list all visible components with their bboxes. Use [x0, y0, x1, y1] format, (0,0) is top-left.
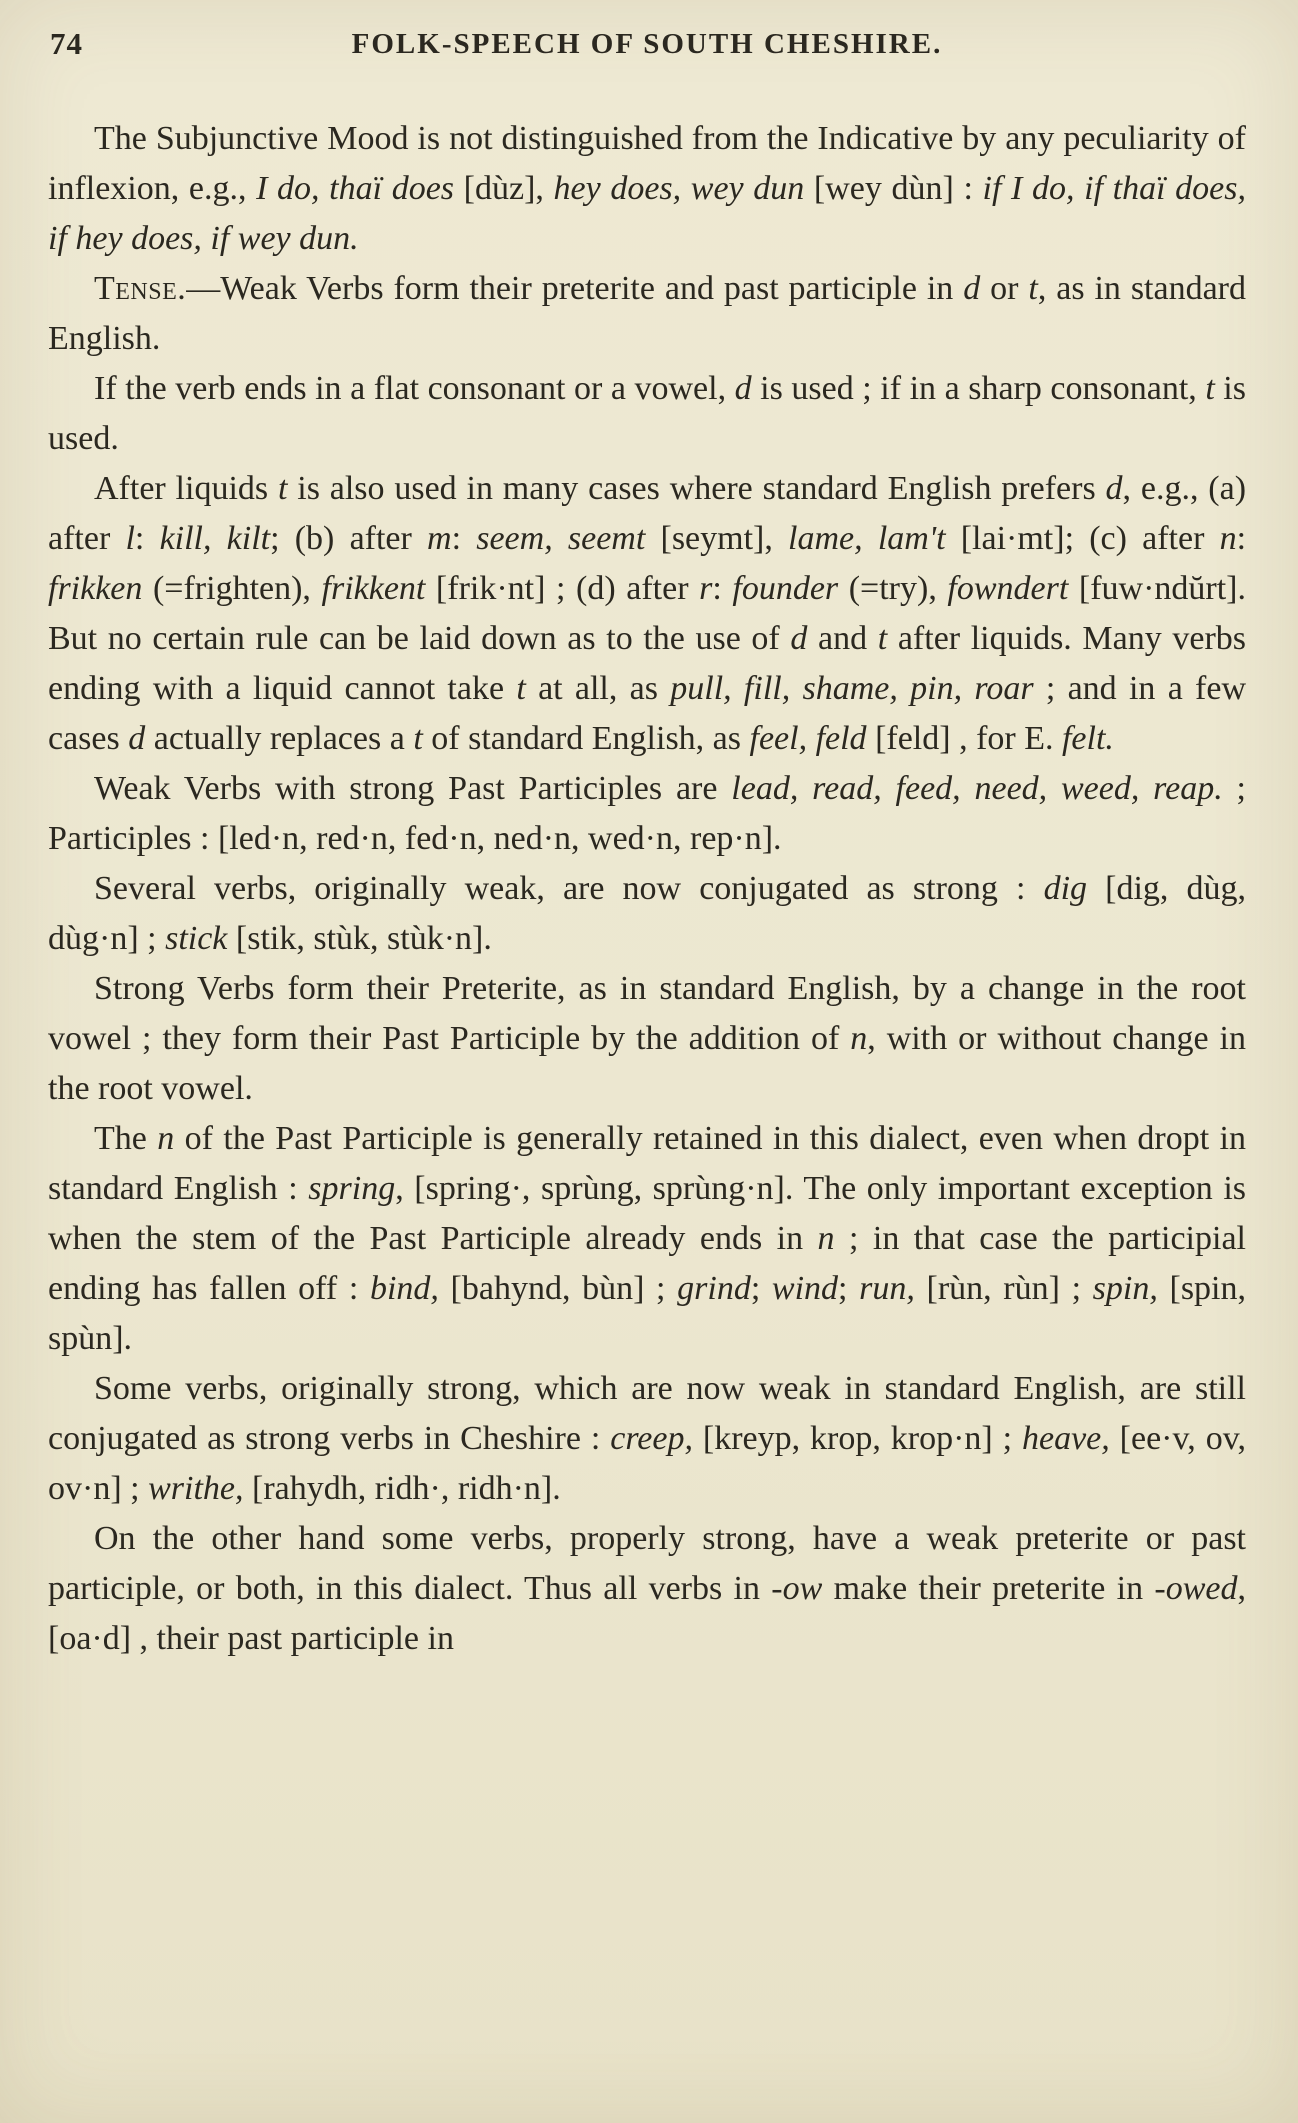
text-run: :	[712, 570, 733, 607]
italic-text-run: kill, kilt	[159, 520, 271, 557]
text-run: , as in standard English.	[48, 270, 1247, 357]
running-title: FOLK-SPEECH OF SOUTH CHESHIRE.	[351, 28, 943, 60]
paragraph	[48, 364, 1246, 464]
italic-text-run: lame, lam't	[788, 520, 946, 557]
italic-text-run: d	[963, 270, 981, 307]
text-run: If the verb ends in a flat consonant or a vowel,	[94, 370, 735, 407]
text-run: [kreyp, krop, krop·n] ;	[692, 1420, 1022, 1457]
text-run: or	[980, 270, 1029, 307]
text-run: , [spring·, sprùng, sprùng·n]. The only important exception is when the stem of the Past Participle already ends in	[48, 1170, 1246, 1257]
text-run: of standard English, as	[422, 720, 750, 757]
paragraph	[48, 1114, 1246, 1364]
italic-text-run: t	[277, 470, 288, 507]
italic-text-run: if I do, if thaï does, if hey does, if wey dun.	[48, 170, 1246, 257]
text-run: —Weak Verbs form their preterite and past participle in	[186, 270, 964, 307]
text-run: :	[1236, 520, 1247, 557]
text-run: [lai·mt]; (c) after	[945, 520, 1220, 557]
paragraph	[48, 1364, 1246, 1514]
page-number: 74	[50, 26, 83, 61]
text-run: Weak Verbs with strong Past Participles are	[94, 770, 732, 807]
text-run: [rùn, rùn] ;	[914, 1270, 1093, 1307]
text-run: ; (b) after	[270, 520, 428, 557]
paragraph	[48, 1514, 1246, 1664]
text-run: :	[451, 520, 477, 557]
text-run: [wey dùn] :	[804, 170, 983, 207]
italic-text-run: frikkent	[321, 570, 426, 607]
text-run: The	[94, 1120, 158, 1157]
text-run: make their preterite in	[822, 1570, 1155, 1607]
text-run: ; and in a few cases	[48, 670, 1247, 757]
italic-text-run: d	[1105, 470, 1123, 507]
italic-text-run: lead, read, feed, need, weed, reap.	[731, 770, 1223, 807]
italic-text-run: t	[1028, 270, 1038, 307]
italic-text-run: hey does, wey dun	[553, 170, 805, 207]
italic-text-run: m	[427, 520, 452, 557]
text-run: , with or without change in the root vowel.	[48, 1020, 1246, 1107]
italic-text-run: grind	[677, 1270, 751, 1307]
italic-text-run: spin,	[1092, 1270, 1158, 1307]
text-run: [spin, spùn].	[48, 1270, 1246, 1357]
text-run: ; in that case the participial ending has fallen off :	[48, 1220, 1246, 1307]
italic-text-run: d	[790, 620, 808, 657]
text-run: :	[134, 520, 160, 557]
text-block	[48, 114, 1246, 1664]
italic-text-run: n	[157, 1120, 175, 1157]
italic-text-run: n	[817, 1220, 835, 1257]
text-run: After liquids	[94, 470, 278, 507]
text-run: [frik·nt] ; (d) after	[425, 570, 700, 607]
text-run: Several verbs, originally weak, are now conjugated as strong :	[94, 870, 1044, 907]
italic-text-run: creep,	[610, 1420, 693, 1457]
italic-text-run: t	[413, 720, 423, 757]
text-run: actually replaces a	[145, 720, 414, 757]
paragraph	[48, 864, 1246, 964]
text-run: [bahynd, bùn] ;	[438, 1270, 678, 1307]
text-run: (=try),	[838, 570, 948, 607]
text-run: The Subjunctive Mood is not distinguished from the Indicative by any peculiarity of inflexion, e.g.,	[48, 120, 1246, 207]
italic-text-run: n	[850, 1020, 868, 1057]
text-run: (=frighten),	[142, 570, 322, 607]
text-run: [fuw·ndŭrt]. But no certain rule can be laid down as to the use of	[48, 570, 1246, 657]
italic-text-run: pull, fill, shame, pin, roar	[670, 670, 1034, 707]
text-run: at all, as	[525, 670, 671, 707]
paragraph	[48, 764, 1246, 864]
text-run: is used.	[48, 370, 1246, 457]
italic-text-run: t	[877, 620, 888, 657]
italic-text-run: d	[734, 370, 752, 407]
text-run: [ee·v, ov, ov·n] ;	[48, 1420, 1246, 1507]
italic-text-run: t	[516, 670, 526, 707]
page-header	[48, 26, 1246, 72]
text-run: [dig, dùg, dùg·n] ;	[48, 870, 1246, 957]
italic-text-run: d	[128, 720, 146, 757]
paragraph	[48, 264, 1246, 364]
italic-text-run: run,	[859, 1270, 915, 1307]
text-run: [seymt],	[645, 520, 789, 557]
italic-text-run: -ow	[771, 1570, 823, 1607]
italic-text-run: t	[1205, 370, 1215, 407]
text-run: and	[807, 620, 878, 657]
italic-text-run: frikken	[48, 570, 143, 607]
paragraph	[48, 964, 1246, 1114]
text-run: ;	[838, 1270, 860, 1307]
text-run: Strong Verbs form their Preterite, as in standard English, by a change in the root vowel ; they form their Past Participle by the addition of	[48, 970, 1246, 1057]
italic-text-run: dig	[1043, 870, 1088, 907]
text-run: , [oa·d] , their past participle in	[48, 1570, 1247, 1657]
paragraph	[48, 464, 1246, 764]
text-run: of the Past Participle is generally retained in this dialect, even when dropt in standard English :	[48, 1120, 1247, 1207]
italic-text-run: I do, thaï does	[256, 170, 455, 207]
text-run: [stik, stùk, stùk·n].	[227, 920, 492, 957]
italic-text-run: stick	[165, 920, 228, 957]
italic-text-run: founder	[732, 570, 839, 607]
italic-text-run: felt.	[1061, 720, 1114, 757]
italic-text-run: r	[699, 570, 713, 607]
paragraph	[48, 114, 1246, 264]
text-run: is also used in many cases where standard English prefers	[287, 470, 1106, 507]
text-run: Some verbs, originally strong, which are now weak in standard English, are still conjugated as strong verbs in Cheshire :	[48, 1370, 1246, 1457]
italic-text-run: -owed	[1154, 1570, 1238, 1607]
italic-text-run: writhe,	[148, 1470, 244, 1507]
italic-text-run: wind	[771, 1270, 839, 1307]
text-run: after liquids. Many verbs ending with a liquid cannot take	[48, 620, 1247, 707]
text-run: [rahydh, ridh·, ridh·n].	[243, 1470, 561, 1507]
smallcaps-text-run: Tense.	[94, 270, 187, 307]
text-run: is used ; if in a sharp consonant,	[751, 370, 1206, 407]
italic-text-run: spring	[308, 1170, 396, 1207]
italic-text-run: l	[125, 520, 135, 557]
italic-text-run: fowndert	[947, 570, 1069, 607]
italic-text-run: n	[1219, 520, 1237, 557]
text-run: [dùz],	[454, 170, 554, 207]
text-run: ; Participles : [led·n, red·n, fed·n, ned·n, wed·n, rep·n].	[48, 770, 1247, 857]
text-run: , e.g., (a) after	[48, 470, 1247, 557]
text-run: On the other hand some verbs, properly strong, have a weak preterite or past participle, or both, in this dialect. Thus all verbs in	[48, 1520, 1246, 1607]
italic-text-run: feel, feld	[749, 720, 867, 757]
italic-text-run: seem, seemt	[476, 520, 646, 557]
text-run: ;	[750, 1270, 772, 1307]
italic-text-run: bind,	[369, 1270, 439, 1307]
italic-text-run: heave,	[1021, 1420, 1110, 1457]
text-run: [feld] , for E.	[866, 720, 1062, 757]
